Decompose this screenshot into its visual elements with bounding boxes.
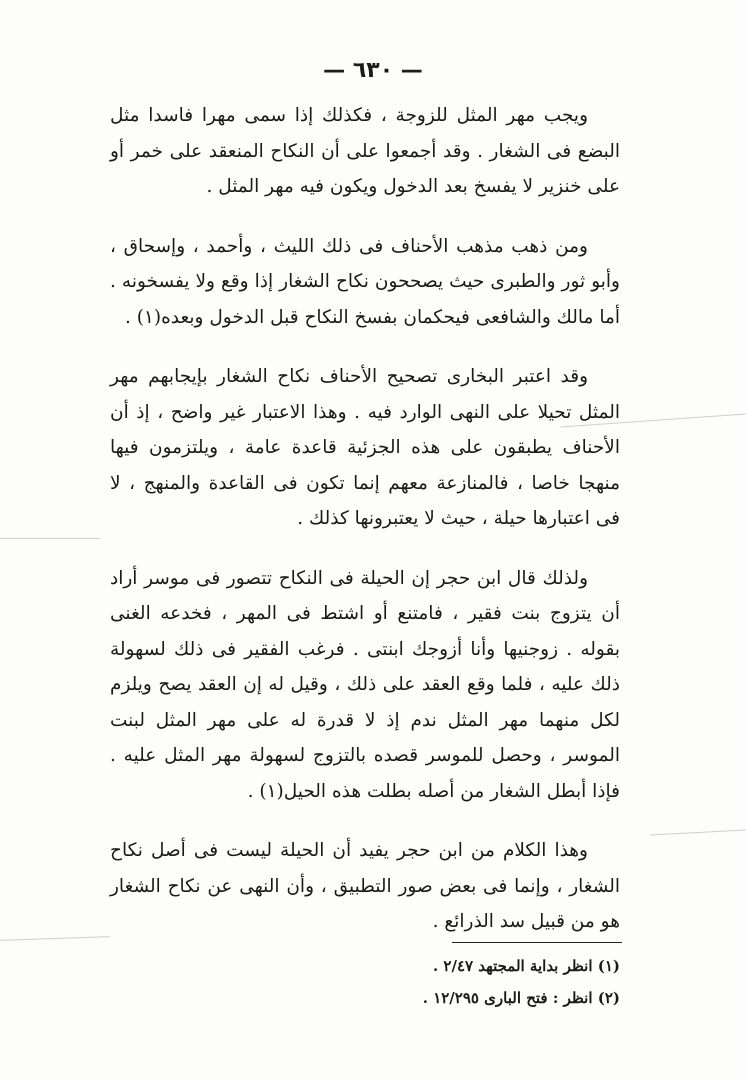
paragraph-3: وقد اعتبر البخارى تصحيح الأحناف نكاح الشغار بإيجابهم مهر المثل تحيلا على النهى الوارد فيه . وهذا الاعتبار غير واضح ، إذ أن الأحناف يطبقون على هذه الجزئية قاعدة عامة ، ويلتزمون فيها منهجا خاصا ، فالمنازعة معهم إنما تكون فى القاعدة والمنهج ، لا فى اعتبارها حيلة ، حيث لا يعتبرونها كذلك . — [110, 366, 620, 529]
scan-artifact-line — [0, 936, 110, 941]
paragraph-4: ولذلك قال ابن حجر إن الحيلة فى النكاح تتصور فى موسر أراد أن يتزوج بنت فقير ، فامتنع أو اشتط فى المهر ، فخدعه الغنى بقوله . زوجنيها وأنا أزوجك ابنتى . فرغب الفقير فى ذلك لسهولة ذلك عليه ، فلما وقع العقد على ذلك ، وقيل له إن العقد يصح ويلزم لكل منهما مهر المثل ندم إذ لا قدرة له على مهر المثل لبنت الموسر ، وحصل للموسر قصده بالتزوج لسهولة مهر المثل عليه . فإذا أبطل الشغار من أصله بطلت هذه الحيل(١) . — [110, 567, 620, 802]
page-number: — ٦٣٠ — — [323, 58, 423, 83]
paragraph-1: ويجب مهر المثل للزوجة ، فكذلك إذا سمى مهرا فاسدا مثل البضع فى الشغار . وقد أجمعوا على أن النكاح المنعقد على خمر أو على خنزير لا يفسخ بعد الدخول ويكون فيه مهر المثل . — [110, 105, 620, 197]
footnote-2: (٢) انظر : فتح البارى ١٢/٢٩٥ . — [422, 989, 620, 1007]
paragraph-5: وهذا الكلام من ابن حجر يفيد أن الحيلة ليست فى أصل نكاح الشغار ، وإنما فى بعض صور التطبيق ، وأن النهى عن نكاح الشغار هو من قبيل سد الذرائع . — [110, 840, 620, 932]
scan-artifact-line — [650, 829, 746, 835]
scan-artifact-line — [0, 538, 100, 539]
paragraph-2: ومن ذهب مذهب الأحناف فى ذلك الليث ، وأحمد ، وإسحاق ، وأبو ثور والطبرى حيث يصححون نكاح الشغار إذا وقع ولا يفسخونه . أما مالك والشافعى فيحكمان بفسخ النكاح قبل الدخول وبعده(١) . — [110, 235, 620, 328]
page-body — [110, 98, 620, 964]
footnote-divider — [452, 942, 622, 943]
footnote-1: (١) انظر بداية المجتهد ٢/٤٧ . — [432, 957, 620, 975]
footnotes — [110, 950, 620, 1014]
